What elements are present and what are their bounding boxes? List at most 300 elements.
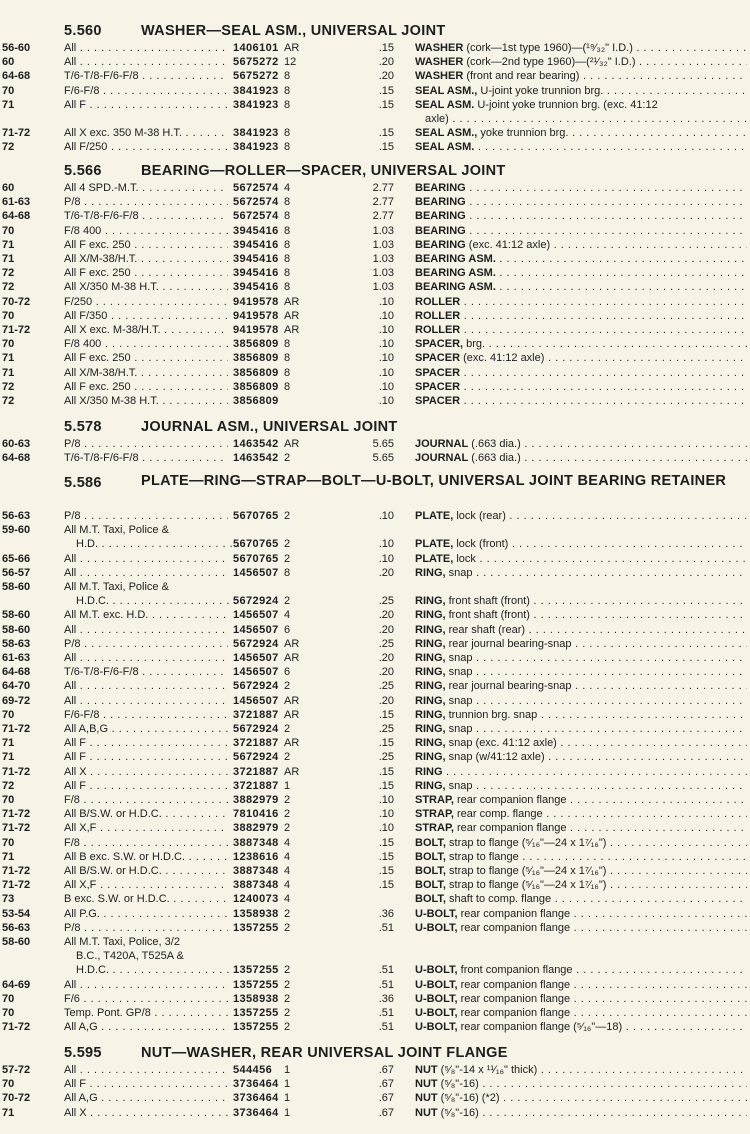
application: F/8 400 . . . <box>64 225 228 239</box>
application: All M.T. Taxi, Police & <box>64 581 169 593</box>
price: .20 <box>378 652 394 664</box>
part-name: NUT <box>415 1092 438 1105</box>
quantity: 2 <box>284 992 291 1005</box>
part-number: 5672924 <box>233 751 279 764</box>
section-header <box>0 1044 750 1062</box>
application: All M.T. Taxi, Police & <box>64 524 169 537</box>
price: .15 <box>378 84 394 97</box>
part-number: 1456507 <box>233 566 279 579</box>
part-number: 1358938 <box>233 992 279 1005</box>
part-number: 1456507 <box>233 609 279 622</box>
part-description <box>415 1092 747 1106</box>
quantity: 2 <box>284 907 291 920</box>
price: .25 <box>378 723 394 735</box>
part-name: PLATE, <box>415 552 454 565</box>
part-detail: rear comp. flange <box>453 808 543 821</box>
part-description <box>415 210 747 224</box>
part-name: SPACER <box>415 352 461 365</box>
part-number: 3721887 <box>233 737 279 750</box>
section-title: PLATE—RING—STRAP—BOLT—U-BOLT, UNIVERSAL JOINT BEARING RETAINER <box>141 473 727 489</box>
part-name: RING, <box>415 652 446 664</box>
part-number: 3945416 <box>233 238 279 251</box>
price: .20 <box>378 666 394 679</box>
part-description <box>415 766 747 780</box>
price: .10 <box>378 380 394 393</box>
application: F/6-F/8 . . . <box>64 709 228 723</box>
price: .20 <box>378 694 394 707</box>
year-range: 61-63 <box>2 196 31 209</box>
section-number: 5.578 <box>64 419 102 435</box>
part-number: 9419578 <box>233 295 279 308</box>
part-detail: (.663 dia.) <box>468 452 521 465</box>
year-range: 58-60 <box>2 609 31 622</box>
section-title: WASHER—SEAL ASM., UNIVERSAL JOINT <box>141 23 446 39</box>
part-description <box>415 253 747 267</box>
part-number: 5672924 <box>233 595 279 608</box>
price: .15 <box>378 127 394 140</box>
section-header <box>0 162 750 180</box>
part-detail: rear companion flange (⁵⁄₁₆"—18) <box>457 1021 623 1034</box>
price: 1.03 <box>372 281 394 294</box>
application: F/8 . . . <box>64 794 228 808</box>
year-range: 64-68 <box>2 452 31 465</box>
part-detail: lock (front) <box>453 538 509 551</box>
application: All X,F . . . <box>64 879 228 893</box>
application: All F . . . <box>64 737 228 751</box>
part-detail: brg. <box>463 338 486 351</box>
part-number: 5672924 <box>233 680 279 693</box>
part-detail: strap to flange <box>445 850 519 863</box>
price: .15 <box>378 879 394 892</box>
year-range: 56-60 <box>2 42 31 54</box>
quantity: 1 <box>284 779 291 792</box>
part-name: U-BOLT, <box>415 921 458 934</box>
quantity: AR <box>284 637 300 650</box>
part-description <box>415 780 747 794</box>
price: .10 <box>378 538 394 551</box>
part-detail: U-joint yoke trunnion brg. (exc. 41:12 <box>474 98 658 111</box>
price: .25 <box>378 680 394 693</box>
price: .15 <box>378 850 394 863</box>
part-description <box>415 239 747 253</box>
price: .67 <box>378 1078 394 1091</box>
application: All 4 SPD.-M.T. . . . <box>64 182 228 196</box>
part-detail: (⁵⁄₈"-14 x ¹¹⁄₁₆" thick) <box>437 1064 538 1076</box>
part-name: BEARING <box>415 238 466 251</box>
part-detail: rear journal bearing-snap <box>445 680 572 693</box>
part-detail: snap <box>445 566 473 579</box>
quantity: 6 <box>284 666 291 679</box>
year-range: 70 <box>2 309 15 322</box>
year-range: 72 <box>2 141 15 154</box>
part-detail: snap (exc. 41:12 axle) <box>445 737 557 750</box>
price: .15 <box>378 98 394 111</box>
quantity: 8 <box>284 238 291 251</box>
part-description <box>415 567 747 581</box>
part-description <box>415 1007 747 1021</box>
year-range: 64-68 <box>2 210 31 223</box>
year-range: 71 <box>2 352 15 365</box>
quantity: AR <box>284 765 300 778</box>
section-number: 5.566 <box>64 163 102 179</box>
price: .10 <box>378 338 394 351</box>
part-detail: shaft to comp. flange <box>445 893 552 906</box>
quantity: 4 <box>284 836 291 849</box>
part-number: 3882979 <box>233 822 279 835</box>
year-range: 70 <box>2 708 15 721</box>
part-detail: (exc. 41:12 axle) <box>465 238 551 251</box>
part-detail: snap <box>445 723 473 735</box>
price: .36 <box>378 907 394 920</box>
quantity: AR <box>284 438 300 450</box>
application: All . . . <box>64 979 228 993</box>
year-range: 72 <box>2 267 15 280</box>
price: 1.03 <box>372 253 394 265</box>
application: All . . . <box>64 56 228 70</box>
quantity: AR <box>284 694 300 707</box>
part-number: 5670765 <box>233 510 279 522</box>
price: .25 <box>378 595 394 608</box>
part-detail: U-joint yoke trunnion brg. <box>477 84 604 97</box>
part-name: NUT <box>415 1078 438 1091</box>
year-range: 70 <box>2 338 15 351</box>
application: All P.G. . . . <box>64 908 228 922</box>
application: All . . . <box>64 567 228 581</box>
part-name: ROLLER <box>415 295 461 308</box>
quantity: 8 <box>284 224 291 237</box>
part-name: SPACER <box>415 380 461 393</box>
part-detail: front shaft (front) <box>445 609 530 622</box>
year-range: 56-57 <box>2 566 31 579</box>
quantity: 2 <box>284 1007 291 1019</box>
price: .10 <box>378 324 394 336</box>
price: .10 <box>378 510 394 522</box>
part-name: BEARING <box>415 224 466 237</box>
application: All F exc. 250 . . . <box>64 239 228 253</box>
part-description <box>415 666 747 680</box>
quantity: 8 <box>284 338 291 351</box>
part-name: RING, <box>415 609 446 622</box>
quantity: 2 <box>284 552 291 565</box>
quantity: AR <box>284 309 300 322</box>
year-range: 58-60 <box>2 936 31 948</box>
price: 1.03 <box>372 267 394 280</box>
year-range: 64-68 <box>2 666 31 679</box>
part-number: 1240073 <box>233 893 279 906</box>
year-range: 71 <box>2 1106 15 1119</box>
part-detail: lock <box>453 552 476 565</box>
application: All . . . <box>64 42 228 56</box>
part-description <box>415 737 747 751</box>
part-name: SPACER <box>415 366 461 379</box>
quantity: AR <box>284 737 300 750</box>
part-name: ROLLER <box>415 324 461 336</box>
part-number: 1357255 <box>233 978 279 991</box>
application: All M.T. exc. H.D. . . . <box>64 609 228 623</box>
year-range: 70 <box>2 794 15 806</box>
application: All . . . <box>64 1064 228 1078</box>
application: H.D. . . . <box>76 538 240 552</box>
year-range: 71-72 <box>2 723 31 735</box>
part-detail: strap to flange (⁵⁄₁₆"—24 x 1⁷⁄₁₆") <box>445 836 607 849</box>
application: All A,G . . . <box>64 1092 228 1106</box>
application: T/6-T/8-F/6-F/8 . . . <box>64 70 228 84</box>
year-range: 58-60 <box>2 581 31 593</box>
part-description <box>415 141 747 155</box>
year-range: 59-60 <box>2 524 31 537</box>
year-range: 56-63 <box>2 921 31 934</box>
part-number: 1357255 <box>233 964 279 977</box>
year-range: 71-72 <box>2 324 31 336</box>
price: .15 <box>378 737 394 750</box>
year-range: 71-72 <box>2 808 31 821</box>
price: .67 <box>378 1092 394 1105</box>
price: .51 <box>378 1007 394 1019</box>
part-number: 5672574 <box>233 196 279 209</box>
part-name: BOLT, <box>415 879 446 892</box>
part-description <box>415 1107 747 1121</box>
price: .20 <box>378 70 394 83</box>
part-name: PLATE, <box>415 510 454 522</box>
price: .10 <box>378 794 394 806</box>
quantity: 4 <box>284 850 291 863</box>
application: All F exc. 250 . . . <box>64 267 228 281</box>
part-number: 5675272 <box>233 56 279 69</box>
part-detail: (⁵⁄₈"-16) <box>437 1078 479 1091</box>
quantity: 8 <box>284 281 291 294</box>
price: .51 <box>378 964 394 977</box>
part-description <box>415 99 747 113</box>
part-description <box>415 225 747 239</box>
part-description <box>415 794 747 808</box>
price: .15 <box>378 141 394 154</box>
year-range: 71 <box>2 98 15 111</box>
year-range: 71 <box>2 253 15 265</box>
application: All X/350 M-38 H.T. . . . <box>64 281 228 295</box>
part-number: 3856809 <box>233 366 279 379</box>
part-number: 1456507 <box>233 666 279 679</box>
quantity: 2 <box>284 751 291 764</box>
price: .51 <box>378 978 394 991</box>
quantity: AR <box>284 708 300 721</box>
year-range: 71-72 <box>2 127 31 140</box>
part-number: 1406101 <box>233 42 279 54</box>
year-range: 70 <box>2 992 15 1005</box>
price: .25 <box>378 751 394 764</box>
part-number: 7810416 <box>233 808 279 821</box>
part-description <box>415 281 747 295</box>
part-number: 1456507 <box>233 694 279 707</box>
price: .20 <box>378 56 394 69</box>
part-number: 1463542 <box>233 438 279 450</box>
year-range: 70 <box>2 836 15 849</box>
part-description <box>415 680 747 694</box>
part-name: RING, <box>415 708 446 721</box>
part-number: 5672574 <box>233 182 279 194</box>
part-name: RING, <box>415 694 446 707</box>
price: .10 <box>378 552 394 565</box>
application: P/8 . . . <box>64 638 228 652</box>
part-name: SPACER, <box>415 338 464 351</box>
price: .10 <box>378 822 394 835</box>
quantity: 2 <box>284 964 291 977</box>
part-detail: trunnion brg. snap <box>445 708 538 721</box>
part-detail: (exc. 41:12 axle) <box>460 352 545 365</box>
section-title: JOURNAL ASM., UNIVERSAL JOINT <box>141 419 398 435</box>
year-range: 71-72 <box>2 879 31 892</box>
part-detail: rear companion flange <box>457 921 571 934</box>
application: P/8 . . . <box>64 196 228 210</box>
part-description <box>415 822 747 836</box>
section-number: 5.586 <box>64 475 102 491</box>
year-range: 71 <box>2 366 15 379</box>
part-name: RING, <box>415 637 446 650</box>
application: All A,B,G . . . <box>64 723 228 737</box>
part-number: 5672574 <box>233 210 279 223</box>
application: T/6-T/8-F/6-F/8 . . . <box>64 452 228 466</box>
part-name: U-BOLT, <box>415 964 458 977</box>
application: F/8 400 . . . <box>64 338 228 352</box>
part-number: 3721887 <box>233 765 279 778</box>
year-range: 57-72 <box>2 1064 31 1076</box>
part-description <box>415 624 747 638</box>
application: T/6-T/8-F/6-F/8 . . . <box>64 666 228 680</box>
part-name: STRAP, <box>415 822 454 835</box>
application: All . . . <box>64 680 228 694</box>
part-number: 3841923 <box>233 127 279 140</box>
quantity: 8 <box>284 352 291 365</box>
quantity: 2 <box>284 452 291 465</box>
price: 2.77 <box>372 196 394 209</box>
part-detail: snap (w/41:12 axle) <box>445 751 545 764</box>
part-number: 3856809 <box>233 395 279 407</box>
application: All F . . . <box>64 780 228 794</box>
part-description <box>415 367 747 381</box>
part-number: 5670765 <box>233 538 279 551</box>
year-range: 60 <box>2 182 15 194</box>
quantity: 1 <box>284 1064 291 1076</box>
part-description <box>415 70 747 84</box>
year-range: 65-66 <box>2 552 31 565</box>
part-detail: strap to flange (⁵⁄₁₆"—24 x 1⁷⁄₁₆") <box>445 865 607 877</box>
quantity: 8 <box>284 566 291 579</box>
part-name: U-BOLT, <box>415 1007 458 1019</box>
part-description <box>415 510 747 524</box>
application: P/8 . . . <box>64 922 228 936</box>
quantity: 8 <box>284 366 291 379</box>
quantity: 8 <box>284 127 291 140</box>
application: All . . . <box>64 695 228 709</box>
price: .25 <box>378 637 394 650</box>
year-range: 72 <box>2 281 15 294</box>
year-range: 73 <box>2 893 15 906</box>
part-number: 1357255 <box>233 1021 279 1034</box>
part-detail: rear companion flange <box>457 907 571 920</box>
part-description <box>415 922 747 936</box>
part-number: 3841923 <box>233 98 279 111</box>
part-number: 3736464 <box>233 1078 279 1091</box>
part-description <box>415 879 747 893</box>
part-description <box>415 723 747 737</box>
part-name: SEAL ASM., <box>415 84 478 97</box>
part-description <box>415 993 747 1007</box>
year-range: 72 <box>2 779 15 792</box>
application: All . . . <box>64 553 228 567</box>
quantity: 8 <box>284 210 291 223</box>
part-name: SEAL ASM. <box>415 141 475 154</box>
application: All X/M-38/H.T. . . . <box>64 367 228 381</box>
year-range: 60-63 <box>2 438 31 450</box>
part-number: 3736464 <box>233 1106 279 1119</box>
part-name: RING, <box>415 566 446 579</box>
application: All . . . <box>64 624 228 638</box>
application: All B exc. S.W. or H.D.C. . . . <box>64 851 228 865</box>
application: All X . . . <box>64 1107 228 1121</box>
part-description <box>415 652 747 666</box>
part-detail: rear journal bearing-snap <box>445 637 572 650</box>
section-number: 5.560 <box>64 23 102 39</box>
application: All B/S.W. or H.D.C. . . . <box>64 865 228 879</box>
quantity: AR <box>284 324 300 336</box>
part-detail: snap <box>445 694 473 707</box>
part-description <box>415 352 747 366</box>
quantity: 8 <box>284 380 291 393</box>
quantity: 2 <box>284 978 291 991</box>
part-number: 3945416 <box>233 281 279 294</box>
part-description <box>415 538 747 552</box>
part-name: RING, <box>415 680 446 693</box>
quantity: 2 <box>284 1021 291 1034</box>
year-range: 71-72 <box>2 822 31 835</box>
part-detail: (front and rear bearing) <box>463 70 580 83</box>
part-description <box>415 1064 747 1078</box>
part-detail: snap <box>445 652 473 664</box>
part-name: U-BOLT, <box>415 978 458 991</box>
section-title: BEARING—ROLLER—SPACER, UNIVERSAL JOINT <box>141 163 506 179</box>
part-name: BOLT, <box>415 836 446 849</box>
application: F/6-F/8 . . . <box>64 85 228 99</box>
part-name: PLATE, <box>415 538 454 551</box>
application: All X exc. 350 M-38 H.T. . . . <box>64 127 228 141</box>
quantity: 2 <box>284 723 291 735</box>
application: P/8 . . . <box>64 438 228 452</box>
section-title: NUT—WASHER, REAR UNIVERSAL JOINT FLANGE <box>141 1045 508 1061</box>
quantity: 2 <box>284 822 291 835</box>
application: H.D.C. . . . <box>76 595 240 609</box>
quantity: 2 <box>284 921 291 934</box>
price: .10 <box>378 808 394 821</box>
part-description <box>415 865 747 879</box>
application: All X exc. M-38/H.T. . . . <box>64 324 228 338</box>
year-range: 71-72 <box>2 865 31 877</box>
part-detail: rear companion flange <box>457 1007 571 1019</box>
part-description <box>415 338 747 352</box>
part-detail: (cork—2nd type 1960)—(²¹⁄₃₂" I.D.) <box>463 56 636 69</box>
application: F/8 . . . <box>64 837 228 851</box>
part-detail: rear companion flange <box>457 992 571 1005</box>
part-description <box>415 808 747 822</box>
part-number: 3945416 <box>233 267 279 280</box>
part-name: U-BOLT, <box>415 992 458 1005</box>
year-range: 53-54 <box>2 907 31 920</box>
application: All F . . . <box>64 1078 228 1092</box>
part-number: 3841923 <box>233 141 279 154</box>
quantity: 4 <box>284 879 291 892</box>
price: .20 <box>378 609 394 622</box>
part-name: BOLT, <box>415 893 446 906</box>
part-detail: (.663 dia.) <box>468 438 521 450</box>
part-number: 1456507 <box>233 652 279 664</box>
